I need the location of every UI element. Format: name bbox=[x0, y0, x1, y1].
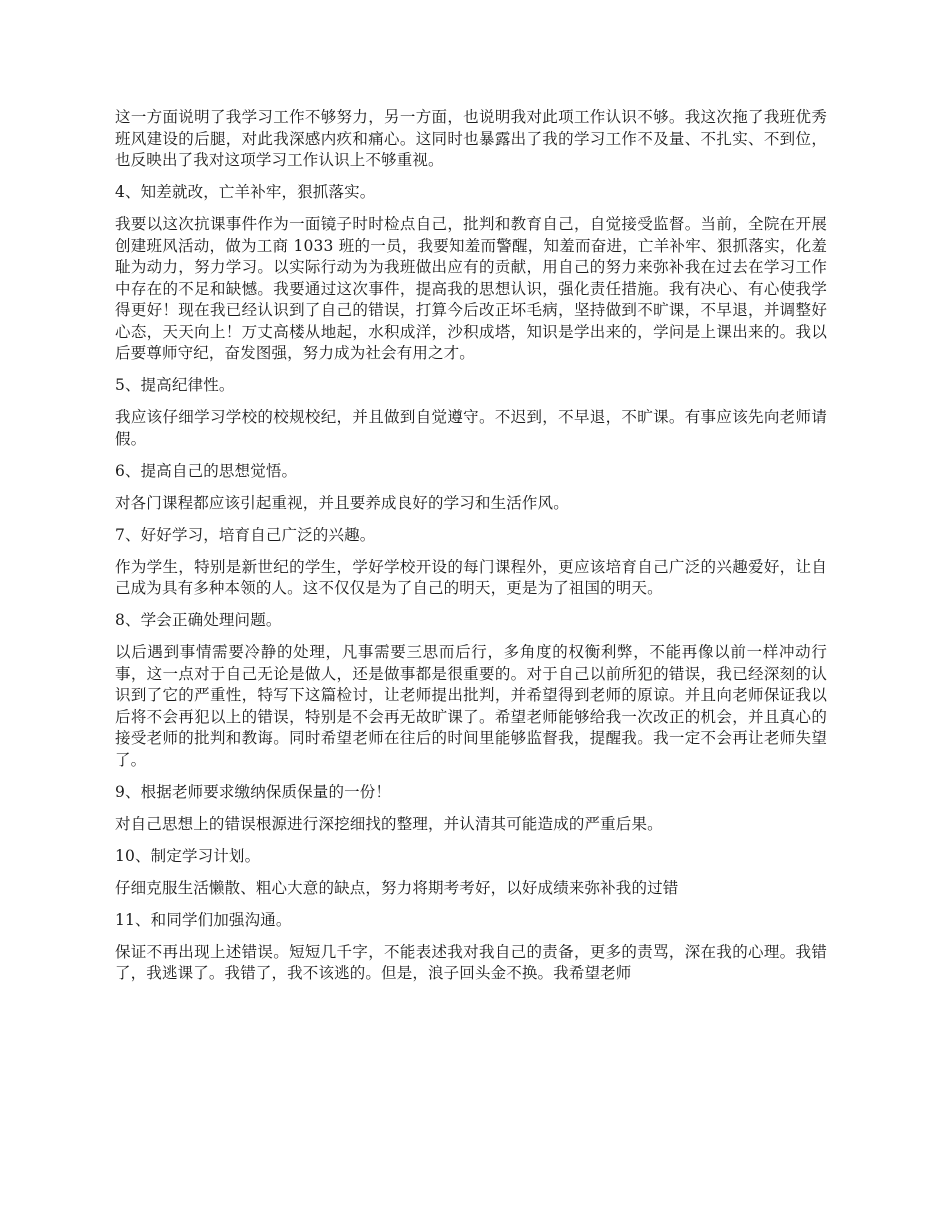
section-heading: 8、学会正确处理问题。 bbox=[115, 611, 282, 629]
paragraph: 我要以这次抗课事件作为一面镜子时时检点自己，批判和教育自己，自觉接受监督。当前，全院在开展创建班风活动，做为工商 1033 班的一员，我要知羞而警醒，知羞而奋进，亡羊补牢、狠抓落实，化羞耻为动力，努力学习。以实际行动为为我班做出应有的贡献，用自己的努力来弥补我在过去在学习工作中存在的不足和缺憾。我要通过这次事件，提高我的思想认识，强化责任措施。我有决心、有心使我学得更好！现在我已经认识到了自己的错误，打算今后改正坏毛病，坚持做到不旷课，不早退，并调整好心态，天天向上！万丈高楼从地起，水积成洋，沙积成塔，知识是学出来的，学问是上课出来的。我以后要尊师守纪，奋发图强，努力成为社会有用之才。 bbox=[115, 215, 827, 362]
section-heading: 6、提高自己的思想觉悟。 bbox=[115, 461, 298, 480]
section-heading: 7、好好学习，培育自己广泛的兴趣。 bbox=[115, 525, 376, 544]
section-heading: 10、制定学习计划。 bbox=[115, 846, 261, 865]
section-heading: 9、根据老师要求缴纳保质保量的一份！ bbox=[115, 782, 392, 801]
section-heading: 4、知差就改，亡羊补牢，狠抓落实。 bbox=[115, 183, 376, 201]
paragraph: 对各门课程都应该引起重视，并且要养成良好的学习和生活作风。 bbox=[115, 493, 569, 512]
section-heading: 11、和同学们加强沟通。 bbox=[115, 910, 292, 929]
paragraph: 以后遇到事情需要冷静的处理，凡事需要三思而后行，多角度的权衡利弊，不能再像以前一样冲动行事，这一点对于自己无论是做人，还是做事都是很重要的。对于自己以前所犯的错误，我已经深刻的认识到了它的严重性，特写下这篇检讨，让老师提出批判，并希望得到老师的原谅。并且向老师保证我以后将不会再犯以上的错误，特别是不会再无故旷课了。希望老师能够给我一次改正的机会，并且真心的接受老师的批判和教诲。同时希望老师在往后的时间里能够监督我，提醒我。我一定不会再让老师失望了。 bbox=[115, 643, 827, 769]
paragraph: 作为学生，特别是新世纪的学生，学好学校开设的每门课程外，更应该培育自己广泛的兴趣爱好，让自己成为具有多种本领的人。这不仅仅是为了自己的明天，更是为了祖国的明天。 bbox=[115, 557, 827, 597]
paragraph: 我应该仔细学习学校的校规校纪，并且做到自觉遵守。不迟到，不早退，不旷课。有事应该先向老师请假。 bbox=[115, 408, 827, 448]
document-page bbox=[115, 107, 827, 995]
paragraph: 对自己思想上的错误根源进行深挖细找的整理，并认清其可能造成的严重后果。 bbox=[115, 814, 663, 833]
paragraph: 保证不再出现上述错误。短短几千字，不能表述我对我自己的责备，更多的责骂，深在我的心理。我错了，我逃课了。我错了，我不该逃的。但是，浪子回头金不换。我希望老师 bbox=[115, 942, 827, 982]
section-heading: 5、提高纪律性。 bbox=[115, 376, 235, 394]
paragraph: 这一方面说明了我学习工作不够努力，另一方面，也说明我对此项工作认识不够。我这次拖了我班优秀班风建设的后腿，对此我深感内疚和痛心。这同时也暴露出了我的学习工作不及量、不扎实、不到位，也反映出了我对这项学习工作认识上不够重视。 bbox=[115, 108, 827, 169]
paragraph: 仔细克服生活懒散、粗心大意的缺点，努力将期考考好，以好成绩来弥补我的过错 bbox=[115, 878, 679, 897]
